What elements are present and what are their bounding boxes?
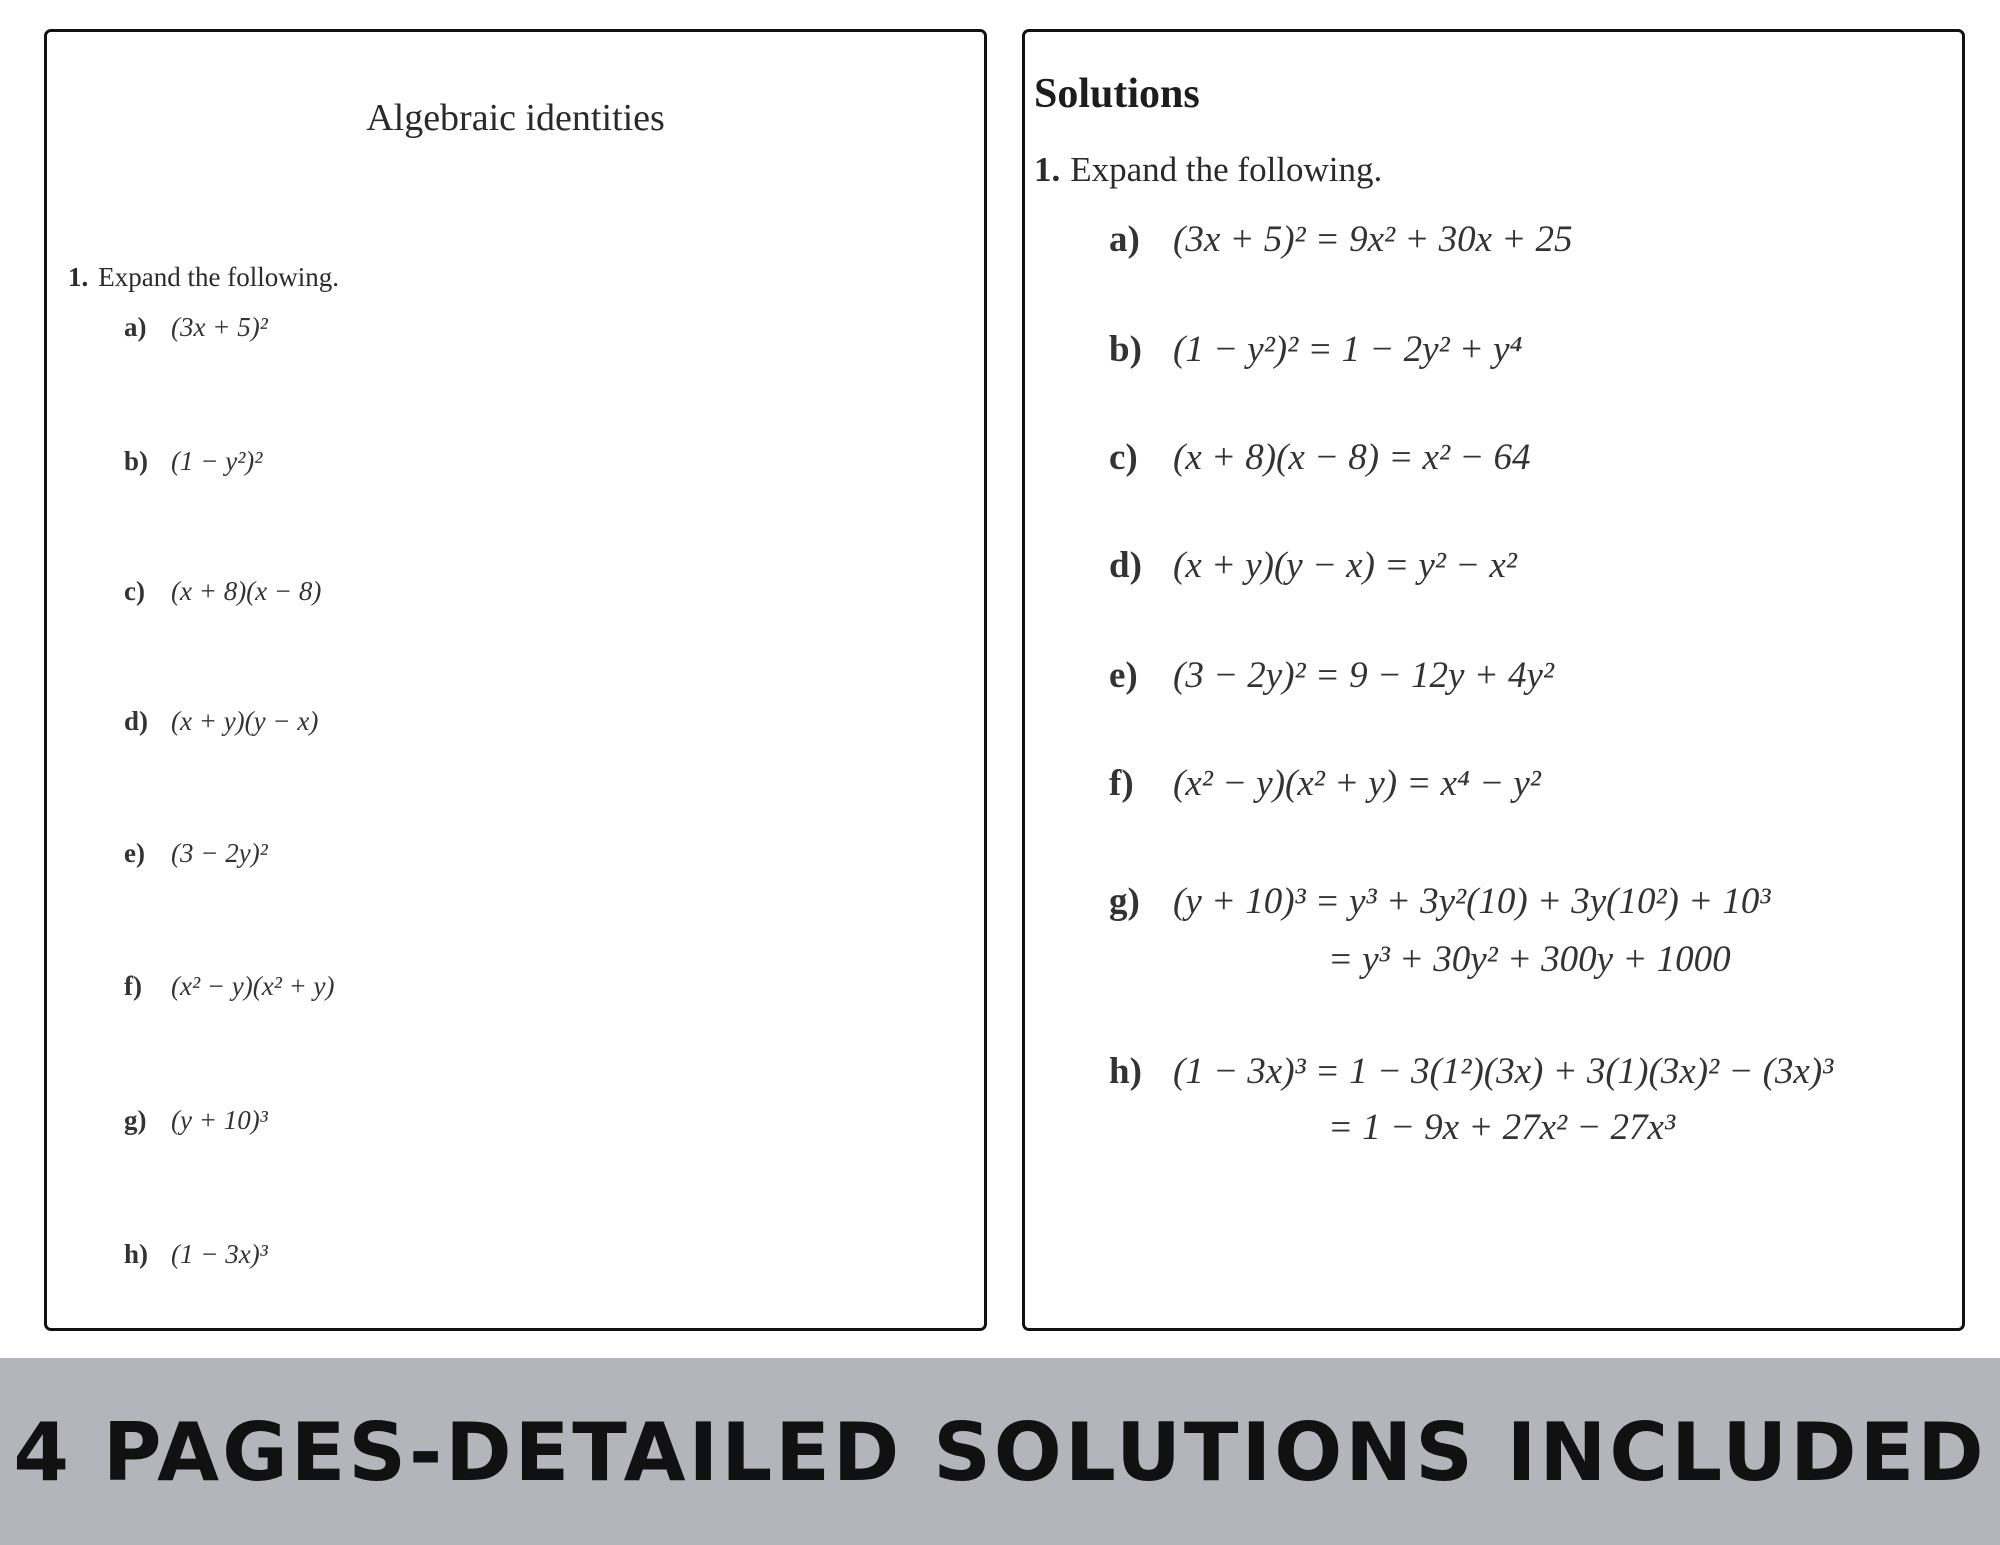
solution-expression: (3 − 2y)² = 9 − 12y + 4y² (1173, 655, 1554, 696)
solution-part-h-line2: = 1 − 9x + 27x² − 27x³ (1328, 1107, 1676, 1148)
worksheet-part-b (124, 446, 262, 486)
solution-part-e (1109, 654, 1554, 697)
promo-banner (0, 1358, 2000, 1545)
worksheet-part-f (124, 971, 335, 1011)
part-label: g) (124, 1105, 147, 1135)
question-number: 1. (68, 262, 89, 292)
solution-part-d (1109, 544, 1517, 587)
solution-expression: (1 − y²)² = 1 − 2y² + y⁴ (1173, 329, 1523, 370)
worksheet-part-h (124, 1239, 268, 1279)
solutions-page (1022, 29, 1965, 1331)
solution-part-f (1109, 762, 1541, 805)
solution-part-g (1109, 880, 1770, 923)
solution-expression: (y + 10)³ = y³ + 3y²(10) + 3y(10²) + 10³ (1173, 881, 1771, 922)
solution-part-h (1109, 1050, 1833, 1093)
worksheet-part-c (124, 576, 321, 616)
solutions-title: Solutions (1034, 71, 1200, 117)
solution-expression: (x + 8)(x − 8) = x² − 64 (1173, 437, 1531, 478)
part-expression: (x + y)(y − x) (171, 706, 319, 736)
solution-part-a (1109, 218, 1572, 261)
solutions-question (1034, 150, 1382, 190)
part-expression: (y + 10)³ (171, 1105, 268, 1135)
part-expression: (x² − y)(x² + y) (171, 971, 335, 1001)
worksheet-part-a (124, 312, 268, 352)
part-label: c) (124, 576, 145, 606)
part-expression: (3x + 5)² (171, 312, 268, 342)
banner-text: 4 PAGES-DETAILED SOLUTIONS INCLUDED (13, 1406, 1987, 1499)
solution-expression: (3x + 5)² = 9x² + 30x + 25 (1173, 219, 1573, 260)
solution-part-g-line2: = y³ + 30y² + 300y + 1000 (1328, 939, 1731, 980)
part-label: e) (1109, 655, 1138, 696)
solution-expression: (1 − 3x)³ = 1 − 3(1²)(3x) + 3(1)(3x)² − (3x)³ (1173, 1051, 1834, 1092)
part-expression: (1 − 3x)³ (171, 1239, 268, 1269)
solution-part-c (1109, 436, 1531, 479)
part-label: b) (124, 446, 149, 476)
part-label: f) (1109, 763, 1134, 804)
worksheet-question (68, 262, 339, 293)
part-label: b) (1109, 329, 1142, 370)
part-label: d) (124, 706, 149, 736)
part-expression: (x + 8)(x − 8) (171, 576, 322, 606)
part-label: f) (124, 971, 142, 1001)
part-label: g) (1109, 881, 1140, 922)
part-expression: (1 − y²)² (171, 446, 263, 476)
question-text: Expand the following. (98, 262, 339, 292)
solution-part-b (1109, 328, 1522, 371)
part-label: d) (1109, 545, 1142, 586)
part-label: h) (124, 1239, 149, 1269)
worksheet-part-e (124, 838, 268, 878)
part-label: h) (1109, 1051, 1142, 1092)
part-label: c) (1109, 437, 1138, 478)
part-expression: (3 − 2y)² (171, 838, 268, 868)
solution-expression: (x + y)(y − x) = y² − x² (1173, 545, 1517, 586)
part-label: a) (1109, 219, 1140, 260)
question-number: 1. (1034, 150, 1061, 189)
question-text: Expand the following. (1070, 150, 1383, 189)
solution-expression: (x² − y)(x² + y) = x⁴ − y² (1173, 763, 1541, 804)
part-label: e) (124, 838, 145, 868)
worksheet-title: Algebraic identities (366, 97, 665, 139)
worksheet-page (44, 29, 987, 1331)
worksheet-part-g (124, 1105, 268, 1145)
worksheet-part-d (124, 706, 318, 746)
part-label: a) (124, 312, 147, 342)
